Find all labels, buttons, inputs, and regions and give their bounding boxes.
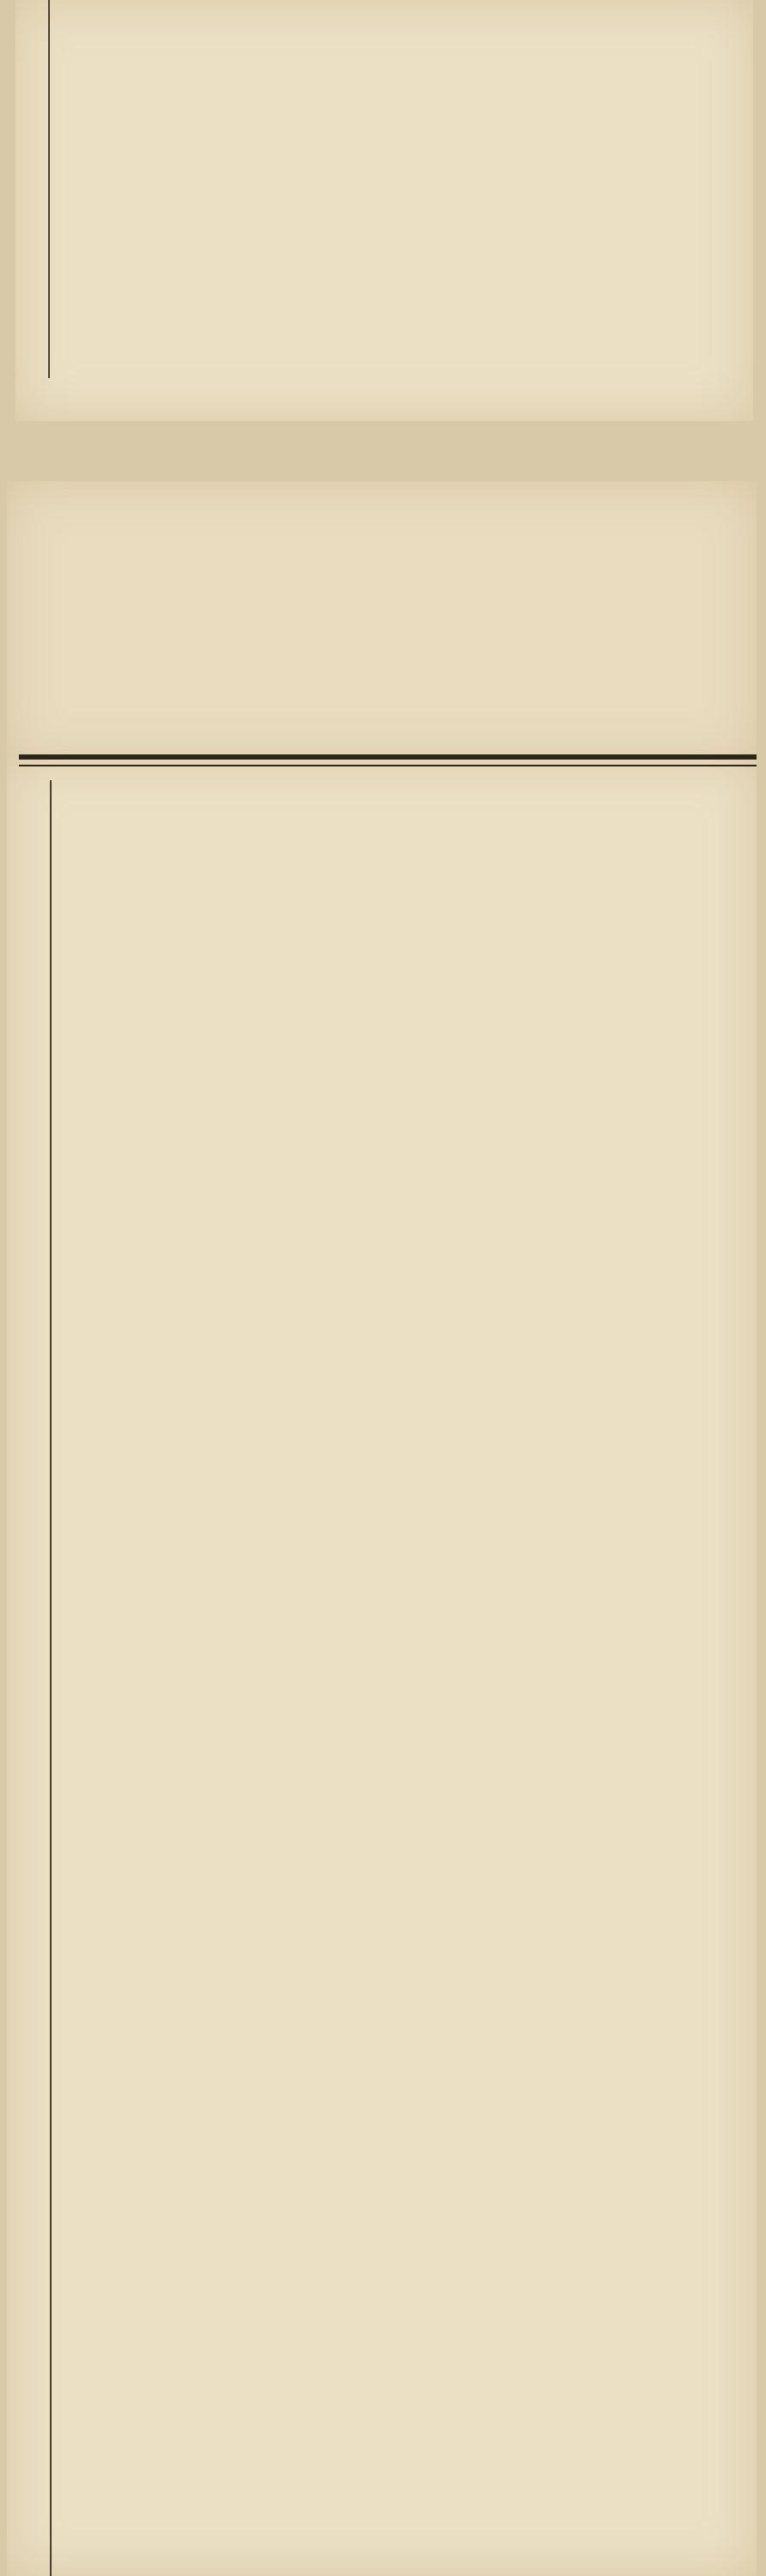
masthead-rule-bottom (19, 754, 757, 760)
top-clipping (15, 0, 753, 421)
top-left-margin-letters (19, 0, 46, 369)
body-column-rule (50, 780, 52, 2576)
top-column-rule (48, 0, 50, 378)
masthead-rule-thin (19, 765, 757, 766)
body-left-margin-letters (17, 786, 45, 2548)
masthead-clipping (7, 481, 757, 765)
body-clipping (7, 756, 757, 2576)
